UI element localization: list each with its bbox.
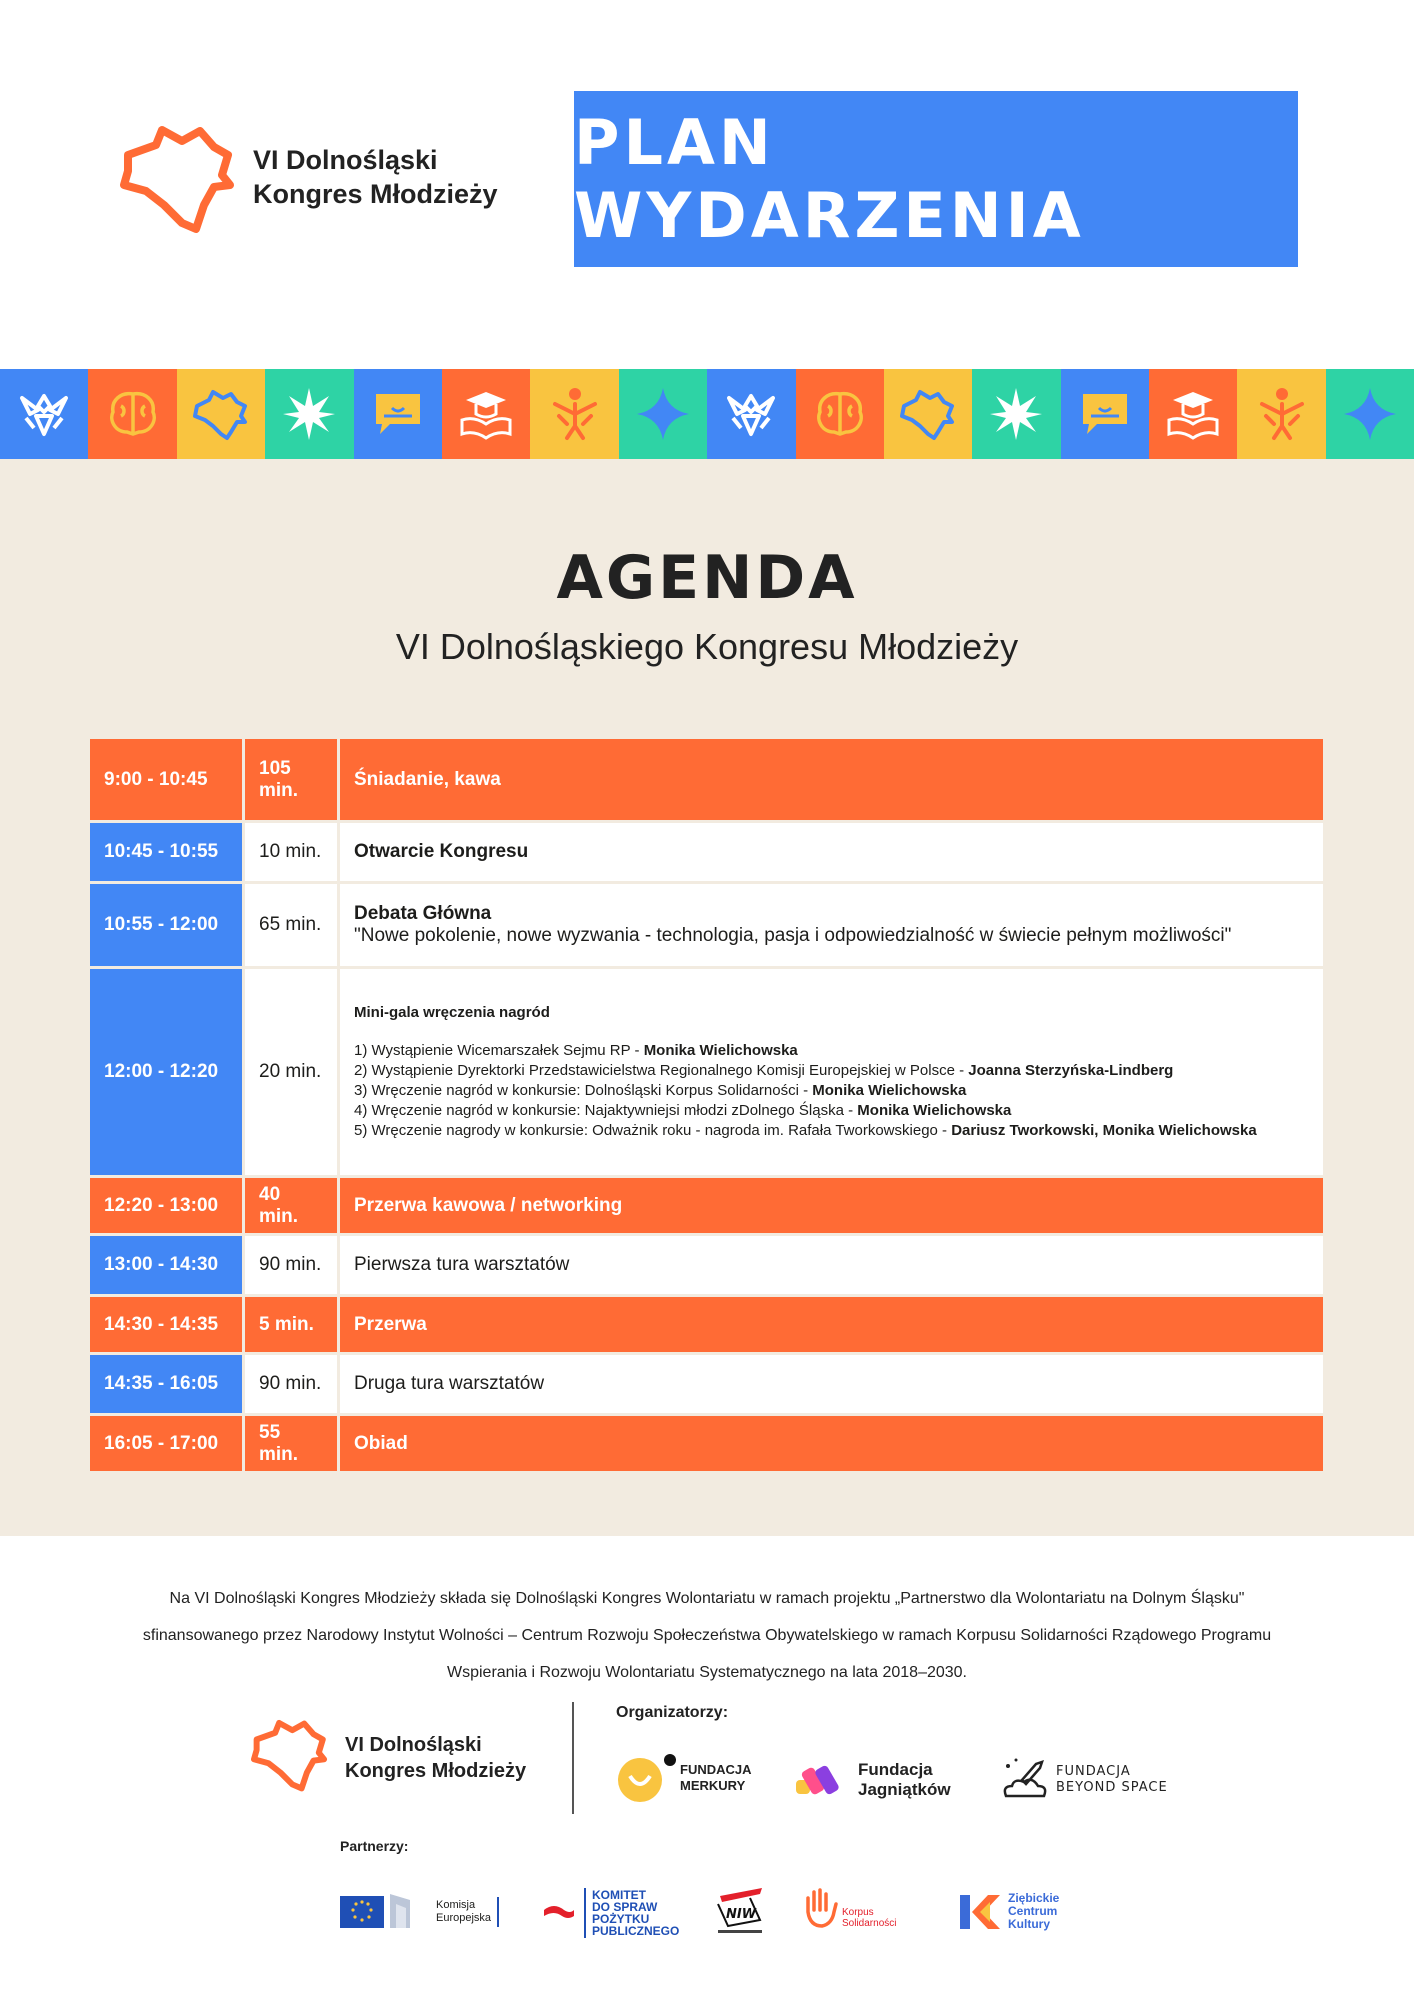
speech-bubble-icon <box>1061 369 1149 459</box>
org-line-2: Jagniątków <box>858 1780 951 1799</box>
footer-divider <box>572 1702 574 1814</box>
schedule-row <box>90 1355 1323 1416</box>
starburst-icon <box>265 369 353 459</box>
org-line-1: FUNDACJA <box>1056 1764 1131 1779</box>
partner-komitet-pozytku <box>540 1888 679 1938</box>
time-cell: 9:00 - 10:45 <box>90 739 242 820</box>
time-cell: 10:45 - 10:55 <box>90 823 242 881</box>
people-icon <box>1237 369 1325 459</box>
duration-cell: 105 min. <box>242 739 337 820</box>
four-point-star-icon <box>1326 369 1414 459</box>
divider <box>584 1888 586 1938</box>
niw-text: NIW <box>726 1907 757 1922</box>
logo-line-1: VI Dolnośląski <box>253 145 438 175</box>
region-map-icon <box>884 369 972 459</box>
partner-line: Solidarności <box>842 1918 897 1929</box>
duration-cell: 90 min. <box>242 1355 337 1413</box>
title-cell: Przerwa kawowa / networking <box>337 1178 1323 1233</box>
schedule-row <box>90 969 1323 1178</box>
rocket-cloud-logo-icon <box>1000 1756 1050 1804</box>
brain-icon <box>88 369 176 459</box>
partner-line: KOMITET <box>592 1888 646 1902</box>
congress-logo <box>118 125 538 235</box>
title-cell: Otwarcie Kongresu <box>337 823 1323 881</box>
merkury-logo-icon <box>616 1752 676 1804</box>
eagle-icon <box>0 369 88 459</box>
time-cell: 12:20 - 13:00 <box>90 1178 242 1233</box>
speech-bubble-icon <box>354 369 442 459</box>
agenda-title: AGENDA <box>556 543 858 613</box>
jagniatkow-logo-icon <box>794 1762 850 1798</box>
region-outline-logo-icon <box>118 125 248 235</box>
partner-line: Kultury <box>1008 1917 1050 1931</box>
gala-item: 2) Wystąpienie Dyrektorki Przedstawicielstwa Regionalnego Komisji Europejskiej w Polsce - Joanna Sterzyńska-Lindberg <box>354 1061 1174 1079</box>
title-cell: Obiad <box>337 1416 1323 1471</box>
title-cell: Druga tura warsztatów <box>337 1355 1323 1413</box>
logo-line-1: VI Dolnośląski <box>345 1734 482 1756</box>
title-cell: Pierwsza tura warsztatów <box>337 1236 1323 1294</box>
graduation-book-icon <box>442 369 530 459</box>
debate-description: "Nowe pokolenie, nowe wyzwania - technologia, pasja i odpowiedzialność w świecie pełnym możliwości" <box>354 925 1232 946</box>
region-outline-logo-icon <box>250 1718 336 1794</box>
partners-label: Partnerzy: <box>340 1838 409 1854</box>
partner-european-commission <box>340 1890 499 1934</box>
divider <box>497 1897 499 1927</box>
schedule-row <box>90 1236 1323 1297</box>
agenda-subtitle: VI Dolnośląskiego Kongresu Młodzieży <box>395 626 1019 667</box>
organizer-fundacja-jagniatkow <box>794 1760 951 1800</box>
partner-korpus-solidarnosci <box>800 1882 896 1932</box>
org-line-1: Fundacja <box>858 1760 933 1779</box>
title-cell: Śniadanie, kawa <box>337 739 1323 820</box>
partner-niw <box>710 1886 770 1938</box>
duration-cell: 40 min. <box>242 1178 337 1233</box>
debate-title: Debata Główna <box>354 903 492 924</box>
partner-line: Ziębickie <box>1008 1891 1060 1905</box>
funding-note-line: Wspierania i Rozwoju Wolontariatu Systematycznego na lata 2018–2030. <box>447 1664 967 1681</box>
partner-line: PUBLICZNEGO <box>592 1924 680 1938</box>
time-cell: 14:30 - 14:35 <box>90 1297 242 1352</box>
agenda-section <box>0 459 1414 1536</box>
starburst-icon <box>972 369 1060 459</box>
duration-cell: 90 min. <box>242 1236 337 1294</box>
eagle-icon <box>707 369 795 459</box>
schedule-row <box>90 1178 1323 1236</box>
gala-title: Mini-gala wręczenia nagród <box>354 1003 550 1021</box>
org-line-2: BEYOND SPACE <box>1056 1780 1168 1795</box>
duration-cell: 65 min. <box>242 884 337 966</box>
schedule-row <box>90 884 1323 969</box>
logo-line-2: Kongres Młodzieży <box>345 1760 527 1782</box>
people-icon <box>530 369 618 459</box>
gala-item: 1) Wystąpienie Wicemarszałek Sejmu RP - Monika Wielichowska <box>354 1041 798 1059</box>
zck-logo-icon <box>958 1893 1002 1931</box>
duration-cell: 10 min. <box>242 823 337 881</box>
partner-ziebickie-centrum-kultury <box>958 1892 1059 1931</box>
org-line-1: FUNDACJA <box>680 1762 752 1777</box>
organizer-fundacja-beyond-space <box>1000 1756 1168 1804</box>
time-cell: 12:00 - 12:20 <box>90 969 242 1175</box>
partner-line: DO SPRAW <box>592 1900 658 1914</box>
partner-line: Europejska <box>436 1912 492 1924</box>
organizer-fundacja-merkury <box>616 1752 752 1804</box>
time-cell: 10:55 - 12:00 <box>90 884 242 966</box>
gala-item: 5) Wręczenie nagrody w konkursie: Odważnik roku - nagroda im. Rafała Tworkowskiego - Dariusz Tworkowski, Monika Wielichowska <box>354 1121 1257 1139</box>
brain-icon <box>796 369 884 459</box>
schedule-row <box>90 739 1323 823</box>
flag-wave-icon <box>540 1898 578 1928</box>
partner-line: POŻYTKU <box>592 1912 650 1926</box>
time-cell: 16:05 - 17:00 <box>90 1416 242 1471</box>
pattern-strip <box>0 369 1414 459</box>
schedule-row <box>90 823 1323 884</box>
four-point-star-icon <box>619 369 707 459</box>
schedule-row <box>90 1297 1323 1355</box>
gala-item: 4) Wręczenie nagród w konkursie: Najaktywniejsi młodzi zDolnego Śląska - Monika Wielichowska <box>354 1101 1012 1119</box>
organizers-label: Organizatorzy: <box>616 1704 729 1721</box>
plan-title: PLAN WYDARZENIA <box>574 106 1085 252</box>
funding-note <box>70 1580 1344 1691</box>
funding-note-line: sfinansowanego przez Narodowy Instytut Wolności – Centrum Rozwoju Społeczeństwa Obywatelskiego w ramach Korpusu Solidarności Rządowego Programu <box>142 1627 1272 1644</box>
title-cell <box>337 969 1323 1175</box>
hand-heart-icon <box>800 1882 840 1932</box>
partner-line: Korpus <box>842 1907 874 1918</box>
time-cell: 14:35 - 16:05 <box>90 1355 242 1413</box>
gala-item: 3) Wręczenie nagród w konkursie: Dolnośląski Korpus Solidarności - Monika Wielichowska <box>354 1081 967 1099</box>
region-map-icon <box>177 369 265 459</box>
duration-cell: 55 min. <box>242 1416 337 1471</box>
partner-line: Centrum <box>1008 1904 1058 1918</box>
congress-logo-footer <box>250 1718 550 1798</box>
niw-logo-icon <box>710 1886 770 1938</box>
duration-cell: 20 min. <box>242 969 337 1175</box>
funding-note-line: Na VI Dolnośląski Kongres Młodzieży składa się Dolnośląski Kongres Wolontariatu w ramach projektu „Partnerstwo dla Wolontariatu na Dolnym Śląsku" <box>169 1590 1245 1607</box>
title-cell <box>337 884 1323 966</box>
plan-title-banner <box>574 91 1298 267</box>
partner-line: Komisja <box>436 1899 476 1911</box>
time-cell: 13:00 - 14:30 <box>90 1236 242 1294</box>
duration-cell: 5 min. <box>242 1297 337 1352</box>
schedule-row <box>90 1416 1323 1474</box>
org-line-2: MERKURY <box>680 1778 746 1793</box>
eu-flag-icon <box>340 1890 432 1934</box>
logo-line-2: Kongres Młodzieży <box>253 179 498 209</box>
title-cell: Przerwa <box>337 1297 1323 1352</box>
schedule-table <box>90 739 1323 1474</box>
graduation-book-icon <box>1149 369 1237 459</box>
